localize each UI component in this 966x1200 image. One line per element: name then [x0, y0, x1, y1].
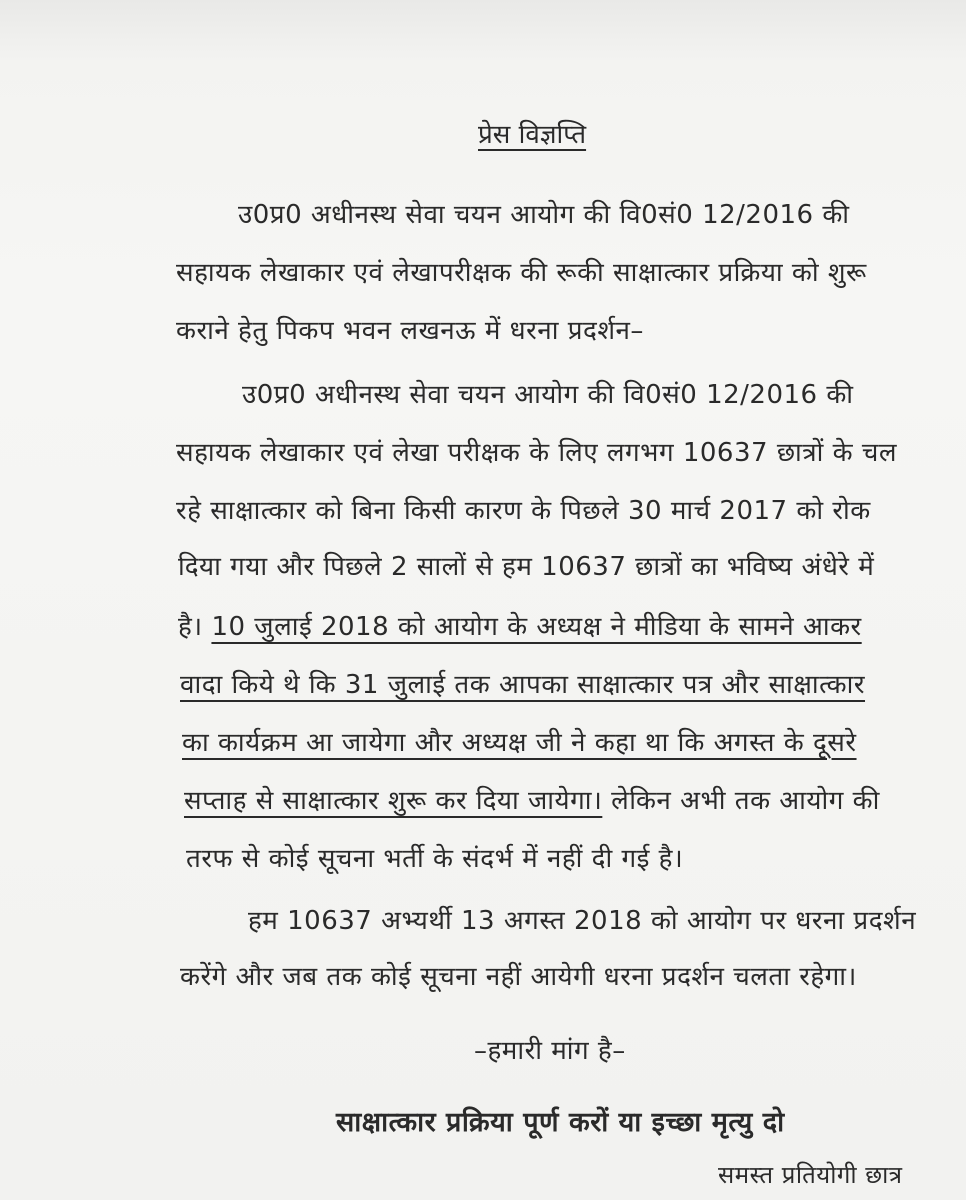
para3-line: हम 10637 अभ्यर्थी 13 अगस्त 2018 को आयोग पर धरना प्रदर्शन: [248, 906, 917, 936]
para1-line: सहायक लेखाकार एवं लेखापरीक्षक की रूकी साक्षात्कार प्रक्रिया को शुरू: [176, 258, 867, 288]
underlined-statement: सप्ताह से साक्षात्कार शुरू कर दिया जायेगा।: [184, 786, 603, 816]
para2-line: दिया गया और पिछले 2 सालों से हम 10637 छात्रों का भविष्य अंधेरे में: [178, 552, 875, 582]
para2-line: रहे साक्षात्कार को बिना किसी कारण के पिछले 30 मार्च 2017 को रोक: [176, 496, 871, 526]
underlined-statement: वादा किये थे कि 31 जुलाई तक आपका साक्षात्कार पत्र और साक्षात्कार: [180, 670, 866, 700]
para2-line: तरफ से कोई सूचना भर्ती के संदर्भ में नहीं दी गई है।: [186, 844, 684, 874]
document-title: प्रेस विज्ञप्ति: [478, 120, 587, 150]
underlined-statement: 10 जुलाई 2018 को आयोग के अध्यक्ष ने मीडिया के सामने आकर: [211, 612, 862, 642]
signature: समस्त प्रतियोगी छात्र: [718, 1161, 903, 1189]
para2-line: उ0प्र0 अधीनस्थ सेवा चयन आयोग की वि0सं0 12/2016 की: [242, 380, 854, 410]
para1-line: उ0प्र0 अधीनस्थ सेवा चयन आयोग की वि0सं0 12/2016 की: [238, 200, 850, 230]
demand-statement: साक्षात्कार प्रक्रिया पूर्ण करों या इच्छा मृत्यु दो: [336, 1107, 785, 1138]
para2-line-suffix: लेकिन अभी तक आयोग की: [611, 786, 880, 816]
para2-line: सहायक लेखाकार एवं लेखा परीक्षक के लिए लगभग 10637 छात्रों के चल: [176, 438, 898, 468]
para2-line: [184, 786, 880, 816]
para1-line: कराने हेतु पिकप भवन लखनऊ में धरना प्रदर्शन–: [176, 316, 644, 346]
underlined-statement: का कार्यक्रम आ जायेगा और अध्यक्ष जी ने कहा था कि अगस्त के दूसरे: [182, 728, 857, 758]
para2-line: [178, 612, 862, 642]
demand-heading: –हमारी मांग है–: [474, 1036, 626, 1066]
para2-line-prefix: है।: [178, 612, 203, 642]
para3-line: करेंगे और जब तक कोई सूचना नहीं आयेगी धरना प्रदर्शन चलता रहेगा।: [180, 962, 857, 992]
